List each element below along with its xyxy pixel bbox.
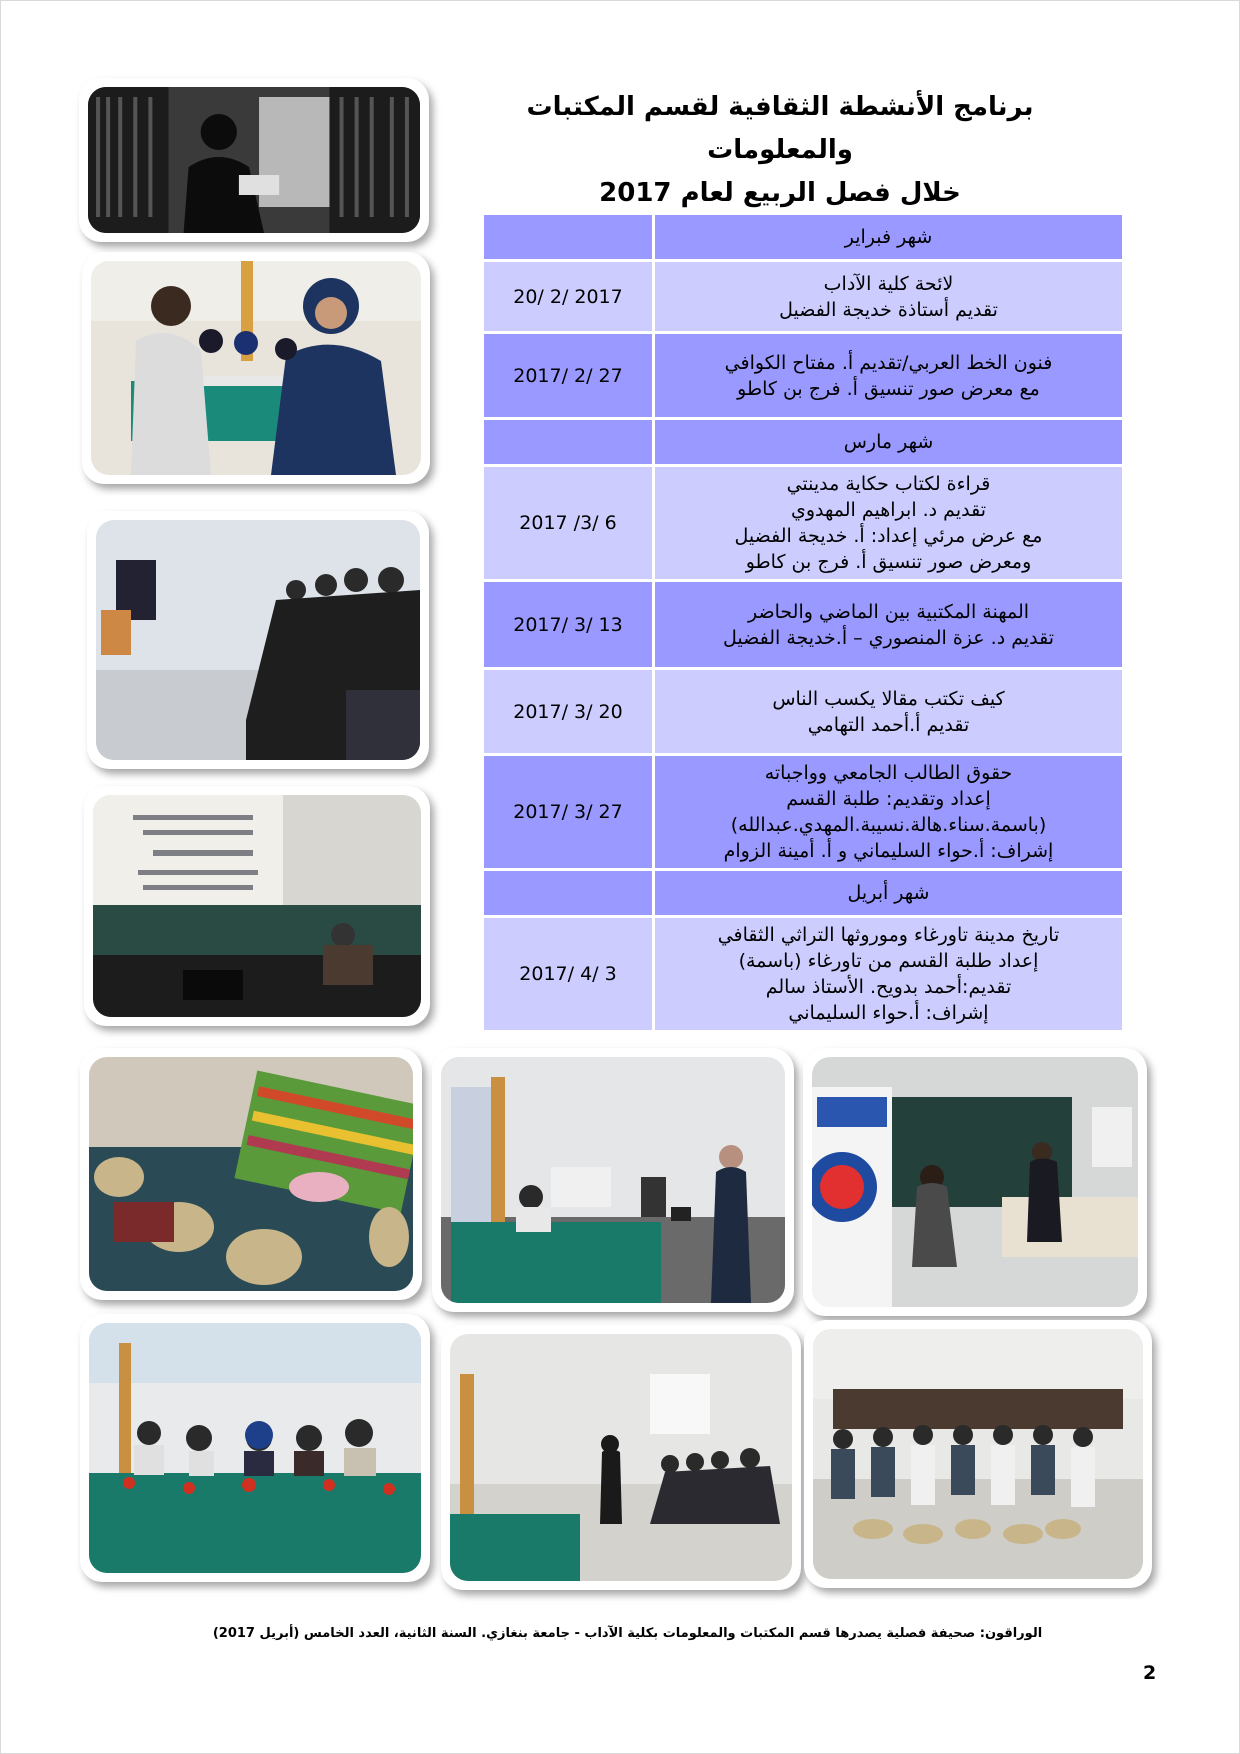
event-date-cell: [483, 669, 654, 755]
event-row: [483, 917, 1124, 1032]
event-line: إعداد وتقديم: طلبة القسم: [786, 788, 991, 810]
event-date-cell: [483, 466, 654, 581]
event-description: [654, 466, 1124, 581]
event-date-cell: [483, 917, 654, 1032]
event-row: [483, 669, 1124, 755]
event-line: حقوق الطالب الجامعي وواجباته: [764, 762, 1013, 784]
page-title: [460, 86, 1100, 215]
event-line: إشراف: أ.حواء السليماني و أ. أمينة الزوام: [723, 840, 1054, 862]
event-date: 2017/ 3/ 13: [513, 613, 623, 636]
event-line: تقديم د. عزة المنصوري – أ.خديجة الفضيل: [723, 626, 1054, 649]
event-row: [483, 581, 1124, 669]
event-line: تقديم د. ابراهيم المهدوي: [791, 499, 986, 521]
activity-schedule-table: [481, 212, 1125, 1033]
event-description: [654, 917, 1124, 1032]
event-description: [654, 755, 1124, 870]
event-date: 2017/ 3/ 27: [513, 801, 623, 823]
month-row: [483, 870, 1124, 917]
title-line-1: برنامج الأنشطة الثقافية لقسم المكتبات والمعلومات: [526, 92, 1034, 165]
photo-library-silhouette: [79, 78, 429, 242]
footer-note: الوراقون: صحيفة فصلية يصدرها قسم المكتبات والمعلومات بكلية الآداب - جامعة بنغازي. السنة الثانية، العدد الخامس (أبريل 2017): [212, 1626, 1043, 1641]
photo-baskets-display: [80, 1048, 422, 1300]
event-row: [483, 333, 1124, 419]
photo-speaker-stage: [432, 1048, 794, 1312]
month-date-cell: [483, 419, 654, 466]
event-description: [654, 261, 1124, 333]
event-row: [483, 755, 1124, 870]
event-line: قراءة لكتاب حكاية مدينتي: [786, 473, 991, 495]
event-row: [483, 466, 1124, 581]
event-line: إشراف: أ.حواء السليماني: [788, 1002, 989, 1024]
page-number: 2: [1143, 1662, 1157, 1684]
event-line: فنون الخط العربي/تقديم أ. مفتاح الكوافي: [724, 351, 1053, 374]
event-date: 20/ 2/ 2017: [513, 285, 623, 308]
event-line: مع عرض مرئي إعداد: أ. خديجة الفضيل: [734, 525, 1043, 547]
photo-panel-students: [80, 1314, 430, 1582]
photo-group-heritage: [804, 1320, 1152, 1588]
event-date: 2017/ 4/ 3: [519, 963, 617, 985]
photo-registration-table: [82, 252, 430, 484]
event-date: 2017/ 2/ 27: [513, 364, 623, 387]
event-line: تاريخ مدينة تاورغاء وموروثها التراثي الثقافي: [717, 924, 1060, 946]
event-description: [654, 333, 1124, 419]
event-date: 2017/ 3/ 20: [513, 700, 623, 723]
month-date-cell: [483, 214, 654, 261]
photo-lecture-audience: [87, 511, 429, 769]
event-line: مع معرض صور تنسيق أ. فرج بن كاطو: [737, 377, 1040, 400]
photo-skills-center-panel: [803, 1048, 1147, 1316]
month-row: [483, 214, 1124, 261]
event-date-cell: [483, 581, 654, 669]
event-line: (باسمة.سناء.هالة.نسيبة.المهدي.عبدالله): [730, 814, 1047, 836]
photo-presentation-screen: [84, 786, 430, 1026]
month-label: شهر فبراير: [654, 214, 1124, 261]
month-date-cell: [483, 870, 654, 917]
event-line: كيف تكتب مقالا يكسب الناس: [772, 687, 1005, 710]
event-row: [483, 261, 1124, 333]
event-line: تقديم أستاذة خديجة الفضيل: [779, 298, 998, 321]
event-description: [654, 669, 1124, 755]
month-label: شهر أبريل: [654, 870, 1124, 917]
event-line: إعداد طلبة القسم من تاورغاء (باسمة): [738, 950, 1039, 972]
event-line: لائحة كلية الآداب: [823, 272, 954, 295]
event-description: [654, 581, 1124, 669]
event-line: المهنة المكتبية بين الماضي والحاضر: [747, 600, 1030, 623]
month-row: [483, 419, 1124, 466]
month-label: شهر مارس: [654, 419, 1124, 466]
event-date-cell: [483, 333, 654, 419]
photo-presenter-audience: [441, 1325, 801, 1590]
event-date: 2017 /3/ 6: [519, 512, 617, 534]
event-line: ومعرض صور تنسيق أ. فرج بن كاطو: [745, 551, 1032, 573]
event-date-cell: [483, 755, 654, 870]
event-line: تقديم أ.أحمد التهامي: [807, 713, 970, 736]
event-line: تقديم:أحمد بدويح. الأستاذ سالم: [765, 976, 1012, 998]
event-date-cell: [483, 261, 654, 333]
title-line-2: خلال فصل الربيع لعام 2017: [599, 178, 961, 208]
